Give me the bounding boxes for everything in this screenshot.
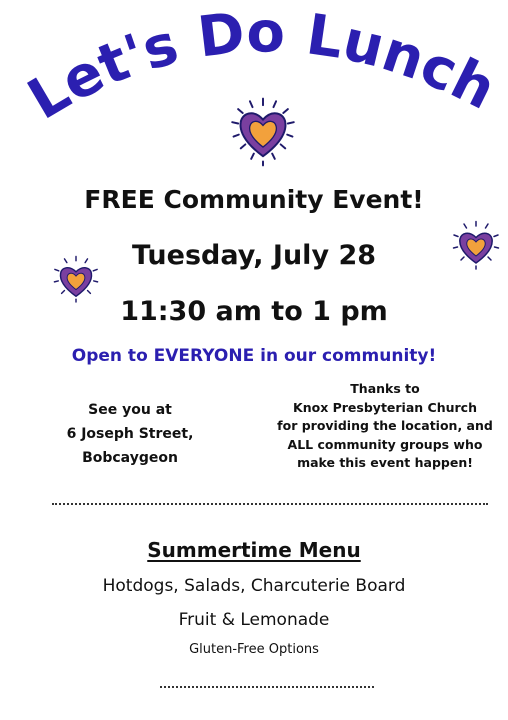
heart-icon [230,96,296,168]
thanks-line: Thanks to [350,381,420,396]
location-line: See you at [88,402,172,418]
thanks-line: Knox Presbyterian Church [293,399,477,415]
menu-item: Gluten-Free Options [189,642,319,657]
dotted-divider [160,686,374,688]
dotted-divider [52,503,488,505]
menu-item: Hotdogs, Salads, Charcuterie Board [102,576,406,596]
menu-item: Fruit & Lemonade [178,610,330,630]
menu-title [0,538,508,562]
event-date: Tuesday, July 28 [131,240,377,271]
event-time: 11:30 am to 1 pm [120,296,388,327]
menu-title-text: Summertime Menu [147,538,361,562]
event-headline: FREE Community Event! [84,185,424,214]
location-line: Bobcaygeon [82,450,178,466]
thanks-line: make this event happen! [297,455,473,470]
thanks-line: for providing the location, and [277,418,493,433]
location-line: 6 Joseph Street, [66,426,194,442]
location-block [50,398,210,470]
thanks-line: ALL community groups who [287,436,483,452]
thanks-block [275,380,495,473]
open-to-everyone: Open to EVERYONE in our community! [71,346,437,366]
title-text: Let's Do Lunch [17,0,506,133]
